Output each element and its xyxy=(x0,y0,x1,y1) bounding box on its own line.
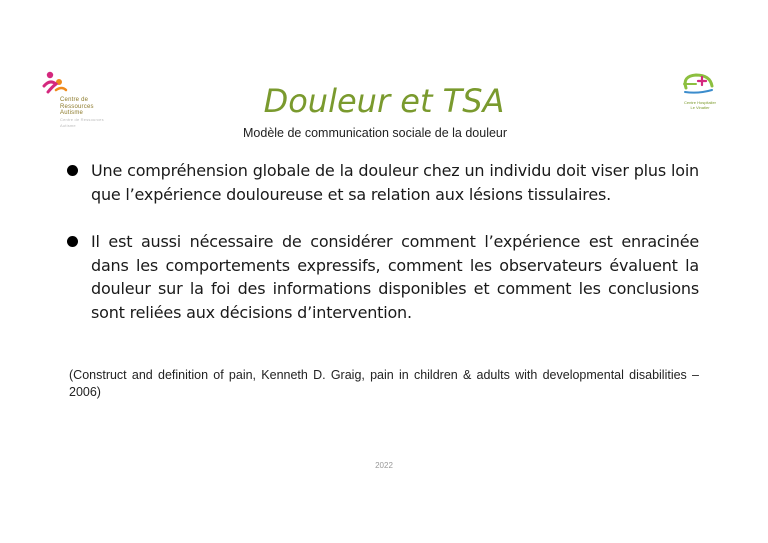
citation: (Construct and definition of pain, Kenneth D. Graig, pain in children & adults with developmental disabilities – 2006) xyxy=(69,368,699,399)
bullet-text: Il est aussi nécessaire de considérer comment l’expérience est enracinée dans les comportements expressifs, comment les observateurs évaluent la douleur sur la foi des informations disponibles et comment les conclusions sont reliées aux décisions d’intervention. xyxy=(91,232,699,322)
slide-title: Douleur et TSA xyxy=(263,82,505,120)
slide-year: 2022 xyxy=(375,461,393,470)
cra-logo-line2: Ressources xyxy=(60,103,94,110)
bullet-text: Une compréhension globale de la douleur chez un individu doit viser plus loin que l’expérience douloureuse et sa relation aux lésions tissulaires. xyxy=(91,161,699,204)
slide-subtitle: Modèle de communication sociale de la douleur xyxy=(243,126,508,140)
cra-logo-line3: Autisme xyxy=(60,110,84,116)
vinatier-logo-line1: Centre Hospitalier xyxy=(683,100,716,105)
cra-logo-line1: Centre de xyxy=(60,97,89,103)
cra-logo-line4: Centre de Ressources Autisme xyxy=(60,116,104,128)
bullet-item xyxy=(67,159,707,206)
vinatier-logo-line2: Le Vinatier xyxy=(690,105,710,110)
bullet-item xyxy=(67,230,707,324)
bullet-dot-icon xyxy=(67,236,78,247)
bullet-dot-icon xyxy=(67,165,78,176)
